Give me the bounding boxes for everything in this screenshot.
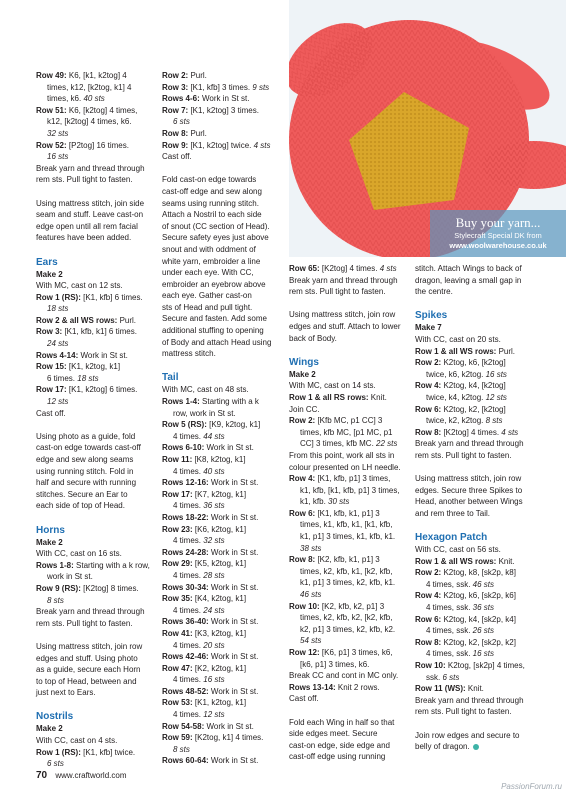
paragraph-line: each eye. Gather cast-on — [162, 291, 252, 301]
instruction-line: twice, k2, k2tog. 8 sts — [426, 416, 503, 426]
stitch-count: 12 sts — [47, 397, 69, 407]
cast-on: With CC, cast on 20 sts. — [415, 334, 501, 344]
tail-row-cont: 4 times. 28 sts — [173, 570, 225, 580]
paragraph-line: using running stitch. Fold in — [36, 466, 134, 476]
tail-rows — [162, 396, 280, 767]
paragraph-line: Break yarn and thread through — [415, 695, 524, 705]
instruction-line: Row 7: [K1, k2tog] 3 times. — [162, 105, 259, 115]
instruction-line: Row 4: K2tog, k4, [k2tog] — [415, 381, 506, 391]
watermark: PassionForum.ru — [501, 782, 562, 791]
column-1 — [36, 70, 154, 770]
instruction-line: Row 3: [K1, kfb] 3 times. 9 sts — [162, 82, 270, 92]
paragraph-line: rem sts. Pull tight to fasten. — [289, 287, 386, 297]
attach-head-paragraph — [162, 174, 280, 360]
instruction-line: 4 times, ssk. 26 sts — [426, 626, 495, 636]
instruction-line: Join CC. — [289, 404, 320, 414]
cast-off: Cast off. — [289, 694, 319, 704]
paragraph-line: belly of dragon. — [415, 741, 533, 753]
cast-on: With MC, cast on 14 sts. — [289, 381, 376, 391]
paragraph-line: rem sts. Pull tight to fasten. — [36, 618, 133, 628]
paragraph-line: seam and stuff. Leave cast-on — [36, 210, 144, 220]
make-count: Make 2 — [36, 269, 63, 279]
paragraph-line: Using mattress stitch, join row — [289, 310, 396, 320]
instruction-line: k12, [k2tog] 4 times, k6. — [47, 117, 132, 127]
page-number: 70 — [36, 770, 48, 781]
paragraph-line: rem sts. Pull tight to fasten. — [415, 707, 512, 717]
paragraph-line: features have been added. — [36, 233, 132, 243]
instruction-line: times, k6. 40 sts — [47, 94, 105, 104]
paragraph-line: Using photo as a guide, fold — [36, 431, 136, 441]
section-heading-hexagon-patch: Hexagon Patch — [415, 532, 488, 544]
column-3 — [289, 263, 407, 763]
instruction-line: Row 49: K6, [k1, k2tog] 4 — [36, 71, 127, 80]
tail-row: Row 11: [K8, k2tog, k1] — [162, 455, 246, 464]
section-heading-tail: Tail — [162, 372, 179, 384]
instruction-line: Row 2: Purl. — [162, 71, 207, 80]
tail-row-cont: 4 times. 36 sts — [173, 501, 225, 511]
paragraph-line: cast-on edge, side edge and — [289, 740, 390, 750]
instruction-line: work in St st. — [47, 572, 93, 582]
tail-row: Row 29: [K5, k2tog, k1] — [162, 559, 247, 569]
section-heading-spikes: Spikes — [415, 310, 448, 322]
paragraph-line: cast-on edge towards cast-off — [36, 443, 141, 453]
column-2 — [162, 70, 280, 767]
instruction-line: Row 4: K2tog, k6, [sk2p, k6] — [415, 591, 516, 601]
instruction-line: Row 2: K2tog, k6, [k2tog] — [415, 358, 506, 368]
paragraph-line: Break yarn and thread through — [36, 163, 145, 173]
paragraph-line: Fold each Wing in half so that — [289, 717, 395, 727]
instruction-line: Row 6: K2tog, k4, [sk2p, k4] — [415, 614, 516, 624]
paragraph-line: side edges meet. Secure — [289, 729, 378, 739]
column-4 — [415, 263, 533, 753]
instruction-line: k1, kfb, [k1, kfb, p1] 3 times, — [300, 485, 400, 495]
buy-yarn-title: Buy your yarn... — [455, 215, 541, 230]
instruction-line: times, k12, [k2tog, k1] 4 — [47, 82, 132, 92]
tail-row: Rows 48-52: Work in St st. — [162, 686, 259, 696]
instruction-line: Row 8: [K2, kfb, k1, p1] 3 — [289, 555, 380, 565]
section-heading-wings: Wings — [289, 356, 319, 368]
tail-row: Row 41: [K3, k2tog, k1] — [162, 628, 247, 638]
paragraph-line: Head, another between Wings — [415, 497, 523, 507]
tail-row: Rows 24-28: Work in St st. — [162, 547, 259, 557]
stitch-count: 6 sts — [173, 117, 190, 127]
paragraph-line: Secure safety eyes just above — [162, 233, 269, 243]
instruction-line: Row 8: K2tog, k2, [sk2p, k2] — [415, 637, 516, 647]
cast-off: Cast off. — [36, 408, 66, 418]
tail-row: Row 17: [K7, k2tog, k1] — [162, 489, 247, 499]
paragraph-line: Break yarn and thread through — [289, 275, 398, 285]
paragraph-line: sts of Head and pull tight. — [162, 302, 253, 312]
tail-row: Rows 12-16: Work in St st. — [162, 478, 259, 488]
instruction-line: 4 times, ssk. 16 sts — [426, 649, 495, 659]
paragraph-line: Using mattress stitch, join row — [36, 641, 143, 651]
paragraph-line: Attach a Nostril to each side — [162, 210, 262, 220]
instruction-line: Row 1 & all WS rows: Knit. — [415, 556, 515, 566]
site-url[interactable]: www.craftworld.com — [55, 771, 127, 780]
buy-yarn-subtitle: Stylecraft Special DK from — [454, 231, 542, 240]
instruction-line: Row 9: [K1, k2tog] twice. 4 sts — [162, 140, 271, 150]
tail-row-cont: 4 times. 16 sts — [173, 675, 225, 685]
instruction-line: Row 65: [K2tog] 4 times. 4 sts — [289, 264, 397, 273]
instruction-line: Rows 13-14: Knit 2 rows. — [289, 682, 380, 692]
paragraph-line: to top of Head, between and — [36, 676, 137, 686]
paragraph-line: From this point, work all sts in — [289, 450, 395, 460]
paragraph-line: Join row edges and secure to — [415, 730, 520, 740]
paragraph-line: Break yarn and thread through — [36, 607, 145, 617]
instruction-line: Row 10: K2tog, [sk2p] 4 times, — [415, 661, 525, 670]
instruction-line: Row 52: [P2tog] 16 times. — [36, 140, 129, 150]
paragraph-line: mattress stitch. — [162, 349, 216, 359]
instruction-line: Rows 4-14: Work in St st. — [36, 350, 128, 360]
tail-row: Row 54-58: Work in St st. — [162, 721, 254, 731]
tail-row: Row 47: [K2, k2tog, k1] — [162, 663, 247, 673]
tail-row: Rows 6-10: Work in St st. — [162, 443, 254, 453]
instruction-line: Row 2: K2tog, k8, [sk2p, k8] — [415, 568, 516, 578]
instruction-line: Row 17: [K1, k2tog] 6 times. — [36, 385, 138, 395]
stitch-count: 18 sts — [47, 304, 69, 314]
paragraph-line: as a guide, secure each Horn — [36, 665, 141, 675]
instruction-line: Row 6: [K1, kfb, k1, p1] 3 — [289, 508, 380, 518]
stitch-count: 46 sts — [300, 590, 322, 600]
section-heading-nostrils: Nostrils — [36, 711, 74, 723]
paragraph-line: white yarn, embroider a line — [162, 256, 261, 266]
paragraph-line: the centre. — [415, 287, 453, 297]
instruction-line: Row 4: [K1, kfb, p1] 3 times, — [289, 474, 391, 484]
tail-row: Row 23: [K6, k2tog, k1] — [162, 524, 247, 534]
tail-row: Row 35: [K4, k2tog, k1] — [162, 594, 247, 604]
paragraph-line: of snout (CC section of Head). — [162, 221, 270, 231]
instruction-line: Row 51: K6, [k2tog] 4 times, — [36, 105, 138, 115]
instruction-line: times, kfb MC, [p1 MC, p1 — [300, 427, 393, 437]
instruction-line: Row 1 & all WS rows: Purl. — [415, 346, 516, 356]
paragraph-line: colour presented on LH needle. — [289, 462, 401, 472]
instruction-line: Row 12: [K6, p1] 3 times, k6, — [289, 648, 393, 657]
paragraph-line: snout and with oddment of — [162, 244, 256, 254]
instruction-line: Row 11 (WS): Knit. — [415, 684, 484, 694]
tail-row: Rows 1-4: Starting with a k — [162, 397, 259, 407]
paragraph-line: and rem three to Tail. — [415, 508, 491, 518]
instruction-line: ssk. 6 sts — [426, 672, 460, 682]
tail-row-cont: 4 times. 32 sts — [173, 536, 225, 546]
paragraph-line: of Body and attach Head using — [162, 337, 272, 347]
cast-on: With CC, cast on 4 sts. — [36, 736, 118, 746]
tail-row: Rows 60-64: Work in St st. — [162, 756, 259, 766]
paragraph-line: cast-off edge using running — [289, 752, 386, 762]
instruction-line: Row 1 & all RS rows: Knit. — [289, 392, 387, 402]
tail-row-cont: 4 times. 40 sts — [173, 466, 225, 476]
section-heading-ears: Ears — [36, 256, 58, 268]
tail-row-cont: row, work in St st. — [173, 408, 236, 418]
stitch-count: 24 sts — [47, 339, 69, 349]
tail-row-cont: 4 times. 24 sts — [173, 605, 225, 615]
instruction-line: Rows 4-6: Work in St st. — [162, 94, 250, 104]
paragraph-line: stitches. Secure an Ear to — [36, 489, 128, 499]
end-mark-icon — [473, 744, 479, 750]
stitch-count: 16 sts — [47, 152, 69, 162]
instruction-line: k2, p1] 3 times, k2, kfb, k2. — [300, 624, 396, 634]
paragraph-line: stitch. Attach Wings to back of — [415, 264, 522, 273]
paragraph-line: edges and stuff. Using photo — [36, 653, 138, 663]
stitch-count: 38 sts — [300, 543, 322, 553]
paragraph-line: each side of top of Head. — [36, 501, 125, 511]
paragraph-line: edges and stuff. Attach to lower — [289, 321, 401, 331]
paragraph-line: half and secure with running — [36, 478, 137, 488]
paragraph-line: edge open until all rem facial — [36, 221, 138, 231]
instruction-line: times, k2, kfb, k2, [k2, kfb, — [300, 613, 393, 623]
cast-on: With MC, cast on 12 sts. — [36, 281, 123, 291]
instruction-line: 4 times, ssk. 36 sts — [426, 603, 495, 613]
section-heading-horns: Horns — [36, 524, 65, 536]
stitch-count: 8 sts — [47, 595, 64, 605]
tail-row: Row 59: [K2tog, k1] 4 times. — [162, 733, 264, 743]
paragraph-line: edges. Secure three Spikes to — [415, 485, 523, 495]
paragraph-line: under each eye. With CC, — [162, 268, 254, 278]
instruction-line: Row 2: [Kfb MC, p1 CC] 3 — [289, 416, 383, 426]
instruction-line: twice, k6, k2tog. 16 sts — [426, 369, 507, 379]
tail-row: Rows 42-46: Work in St st. — [162, 652, 259, 662]
instruction-line: Row 1 (RS): [K1, kfb] 6 times. — [36, 292, 143, 302]
instruction-line: Row 3: [K1, kfb, k1] 6 times. — [36, 327, 137, 337]
instruction-line: twice, k4, k2tog. 12 sts — [426, 392, 507, 402]
instruction-line: CC] 3 times, kfb MC. 22 sts — [300, 439, 398, 449]
instruction-line: k1, kfb. 30 sts — [300, 497, 350, 507]
stitch-count: 32 sts — [47, 128, 69, 138]
tail-row: Rows 18-22: Work in St st. — [162, 512, 259, 522]
stitch-count: 6 sts — [47, 759, 64, 769]
paragraph-line: rem sts. Pull tight to fasten. — [415, 450, 512, 460]
paragraph-line: Using mattress stitch, join row — [415, 474, 522, 484]
paragraph-line: dragon, leaving a small gap in — [415, 275, 522, 285]
make-count: Make 2 — [36, 724, 63, 734]
buy-yarn-url[interactable]: www.woolwarehouse.co.uk — [449, 241, 547, 250]
paragraph-line: Secure and fasten. Add some — [162, 314, 267, 324]
paragraph-line: just next to Ears. — [36, 688, 96, 698]
stitch-count: 54 sts — [300, 636, 322, 646]
instruction-line: times, k2, kfb, k1, [k2, kfb, — [300, 566, 393, 576]
paragraph-line: back of Body. — [289, 333, 337, 343]
instruction-line: Row 8: Purl. — [162, 128, 207, 138]
paragraph-line: Break yarn and thread through — [415, 439, 524, 449]
instruction-line: [k6, p1] 3 times, k6. — [300, 659, 370, 669]
instruction-line: Break CC and cont in MC only. — [289, 671, 399, 681]
paragraph-line: additional stuffing to opening — [162, 326, 264, 336]
paragraph-line: Using mattress stitch, join side — [36, 198, 145, 208]
cast-on: With CC, cast on 16 sts. — [36, 549, 122, 559]
tail-row-cont: 4 times. 44 sts — [173, 431, 225, 441]
instruction-line: times, k1, kfb, k1, [k1, kfb, — [300, 520, 393, 530]
paragraph-line: seams using running stitch. — [162, 198, 259, 208]
instruction-line: Row 15: [K1, k2tog, k1] — [36, 362, 121, 372]
tail-row-cont: 4 times. 12 sts — [173, 710, 225, 720]
instruction-line: k1, p1] 3 times, k1, kfb, k1. — [300, 532, 396, 542]
instruction-line: 4 times, ssk. 46 sts — [426, 579, 495, 589]
instruction-line: 6 times. 18 sts — [47, 373, 99, 383]
instruction-line: Row 1 (RS): [K1, kfb] twice. — [36, 747, 136, 757]
tail-row: Rows 36-40: Work in St st. — [162, 617, 259, 627]
instruction-line: k1, p1] 3 times, k2, kfb, k1. — [300, 578, 396, 588]
instruction-line: Row 8: [K2tog] 4 times. 4 sts — [415, 427, 519, 437]
paragraph-line: edge and sew along seams — [36, 455, 134, 464]
tail-row: Row 5 (RS): [K9, k2tog, k1] — [162, 420, 261, 430]
paragraph-line: cast-off edge and sew along — [162, 186, 262, 196]
instruction-line: Row 9 (RS): [K2tog] 8 times. — [36, 583, 139, 593]
paragraph-line: Fold cast-on edge towards — [162, 175, 257, 185]
instruction-line: Row 6: K2tog, k2, [k2tog] — [415, 404, 506, 414]
make-count: Make 2 — [36, 537, 63, 547]
instruction-line: Row 10: [K2, kfb, k2, p1] 3 — [289, 601, 385, 611]
cast-on: With CC, cast on 56 sts. — [415, 545, 501, 555]
tail-row-cont: 8 sts — [173, 744, 190, 754]
tail-row: Row 53: [K1, k2tog, k1] — [162, 698, 247, 708]
page-footer — [36, 770, 126, 781]
instruction-line: Rows 1-8: Starting with a k row, — [36, 560, 150, 570]
tail-row: Rows 30-34: Work in St st. — [162, 582, 259, 592]
paragraph-line: rem sts. Pull tight to fasten. — [36, 175, 133, 185]
make-count: Make 7 — [415, 323, 442, 333]
instruction-line: Row 2 & all WS rows: Purl. — [36, 315, 137, 325]
cast-on: With MC, cast on 48 sts. — [162, 385, 249, 395]
tail-row-cont: 4 times. 20 sts — [173, 640, 225, 650]
cast-off: Cast off. — [162, 152, 192, 162]
buy-yarn-banner — [430, 210, 566, 257]
paragraph-line: embroider an eyebrow above — [162, 279, 266, 289]
make-count: Make 2 — [289, 369, 316, 379]
